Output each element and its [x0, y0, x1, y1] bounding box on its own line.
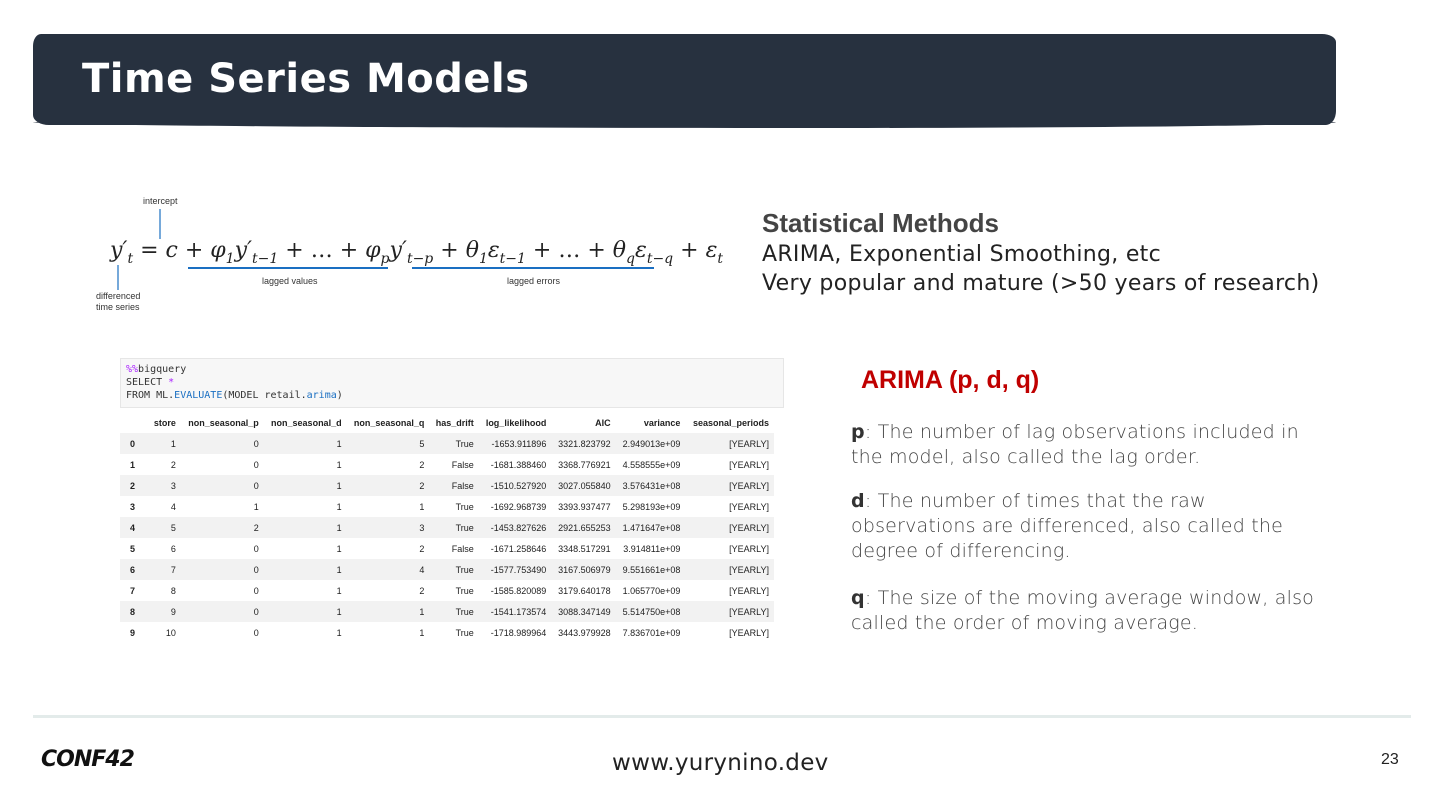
column-header: non_seasonal_d — [271, 417, 342, 428]
table-body — [120, 433, 774, 643]
time-series-label: time series — [96, 302, 140, 312]
table-cell: 5 — [148, 517, 181, 538]
table-cell: 1 — [419, 627, 425, 638]
table-cell: 0 — [181, 433, 264, 454]
table-cell: 2 — [419, 543, 425, 554]
table-cell: 3393.937477 — [558, 501, 611, 512]
column-header: variance — [643, 417, 681, 428]
param-q-description: q: The size of the moving average window, also called the order of moving average. — [851, 587, 1314, 634]
table-cell: 5 — [347, 433, 430, 454]
conf42-logo: CONF42 — [41, 747, 134, 772]
table-cell: 4 — [170, 501, 176, 512]
table-cell: 1 — [264, 433, 347, 454]
table-cell: [YEARLY] — [685, 601, 774, 622]
table-cell: [YEARLY] — [729, 543, 769, 554]
table-cell: 1.471647e+08 — [616, 517, 686, 538]
statistical-methods-line-1: ARIMA, Exponential Smoothing, etc — [762, 242, 1161, 267]
footer-url: www.yurynino.dev — [612, 750, 829, 776]
table-cell: 3443.979928 — [558, 627, 611, 638]
arima-formula — [90, 192, 724, 317]
table-cell: 0 — [253, 459, 259, 470]
arima-evaluation-table — [120, 412, 774, 643]
table-cell: [YEARLY] — [729, 585, 769, 596]
table-cell: 2 — [419, 585, 425, 596]
table-cell: 4 — [347, 559, 430, 580]
table-cell: 7 — [148, 559, 181, 580]
table-cell: True — [455, 501, 474, 512]
table-cell: [YEARLY] — [729, 459, 769, 470]
row-index: 2 — [120, 475, 148, 496]
column-header: has_drift — [435, 417, 474, 428]
table-cell: 1 — [264, 475, 347, 496]
table-cell: -1653.911896 — [479, 433, 552, 454]
code-line-1: %%bigquery — [126, 364, 187, 375]
table-cell: 1 — [347, 601, 430, 622]
table-cell: 1 — [264, 601, 347, 622]
table-cell: 4.558555e+09 — [622, 459, 681, 470]
table-cell: [YEARLY] — [729, 501, 769, 512]
table-cell: 3 — [347, 517, 430, 538]
table-cell: -1681.388460 — [490, 459, 547, 470]
lagged-errors-label: lagged errors — [507, 276, 561, 286]
code-line-2: SELECT * — [126, 377, 175, 388]
row-index: 8 — [120, 601, 148, 622]
table-row — [120, 496, 774, 517]
table-cell: 1 — [336, 543, 342, 554]
column-header: non_seasonal_q — [353, 417, 425, 428]
table-cell: 0 — [181, 601, 264, 622]
table-cell: 0 — [253, 543, 259, 554]
statistical-methods-line-2: Very popular and mature (>50 years of research) — [762, 271, 1320, 296]
table-cell: 3321.823792 — [551, 433, 615, 454]
slide-title: Time Series Models — [82, 56, 530, 102]
table-cell: True — [455, 627, 474, 638]
table-cell: 0 — [181, 475, 264, 496]
table-cell: 3027.055840 — [551, 475, 615, 496]
column-header — [120, 412, 148, 433]
table-cell: -1718.989964 — [490, 627, 547, 638]
table-cell: 1 — [336, 459, 342, 470]
table-cell: 1 — [336, 585, 342, 596]
table-cell: -1585.820089 — [490, 585, 547, 596]
table-row — [120, 454, 774, 475]
table-cell: 3167.506979 — [551, 559, 615, 580]
table-cell: 2921.655253 — [551, 517, 615, 538]
table-row — [120, 559, 774, 580]
table-cell: 5.298193e+09 — [622, 501, 681, 512]
table-cell: True — [429, 601, 478, 622]
formula-lhs: $y'_t = c + \varphi_1y'_{t-1}$ + … + $\varphi_py'_{t-p} + \theta_1\varepsilon_{t-1}$ + … + $\theta_q\varepsilon_{t-q} + \varepsilon_t$ — [110, 238, 724, 267]
table-cell: 2 — [170, 459, 176, 470]
column-header: store — [153, 417, 176, 428]
table-cell: 3179.640178 — [558, 585, 611, 596]
table-cell: 5.514750e+08 — [616, 601, 686, 622]
table-cell: 0 — [253, 627, 259, 638]
table-cell: 6 — [170, 543, 176, 554]
table-cell: 1 — [148, 433, 181, 454]
table-cell: 1 — [264, 559, 347, 580]
row-index: 7 — [130, 585, 136, 596]
table-cell: -1577.753490 — [479, 559, 552, 580]
row-index: 1 — [130, 459, 136, 470]
table-cell: 2 — [347, 475, 430, 496]
table-cell: [YEARLY] — [685, 559, 774, 580]
table-cell: 3 — [148, 475, 181, 496]
table-cell: 3348.517291 — [558, 543, 611, 554]
table-row — [120, 475, 774, 496]
table-row — [120, 433, 774, 454]
table-cell: True — [429, 559, 478, 580]
param-p-description: p: The number of lag observations included in the model, also called the lag order. — [851, 421, 1299, 468]
table-cell: 0 — [181, 559, 264, 580]
table-cell: 2 — [181, 517, 264, 538]
table-row — [120, 622, 774, 643]
arima-heading: ARIMA (p, d, q) — [861, 366, 1040, 394]
row-index: 0 — [120, 433, 148, 454]
footer-divider — [33, 715, 1411, 718]
row-index: 6 — [120, 559, 148, 580]
column-header: AIC — [595, 417, 611, 428]
table-cell: 7.836701e+09 — [622, 627, 681, 638]
table-cell: 1 — [419, 501, 425, 512]
table-cell: 8 — [170, 585, 176, 596]
row-index: 4 — [120, 517, 148, 538]
table-cell: 1 — [264, 517, 347, 538]
table-row — [120, 517, 774, 538]
table-cell: 3088.347149 — [551, 601, 615, 622]
table-cell: 1 — [336, 627, 342, 638]
table-cell: 10 — [165, 627, 176, 638]
page-number: 23 — [1381, 751, 1399, 768]
table-row — [120, 580, 774, 601]
table-header-row — [120, 412, 774, 433]
table-row — [120, 601, 774, 622]
row-index: 5 — [130, 543, 136, 554]
table-cell: 2 — [419, 459, 425, 470]
table-cell: False — [451, 459, 474, 470]
table-cell: 3.576431e+08 — [616, 475, 686, 496]
table-cell: 1 — [253, 501, 259, 512]
table-cell: 9.551661e+08 — [616, 559, 686, 580]
table-cell: -1671.258646 — [490, 543, 547, 554]
param-d-description: d: The number of times that the raw observations are differenced, also called the degree of differencing. — [851, 490, 1283, 562]
table-cell: -1541.173574 — [479, 601, 552, 622]
table-cell: -1510.527920 — [479, 475, 552, 496]
table-cell: 1.065770e+09 — [622, 585, 681, 596]
table-cell: True — [455, 585, 474, 596]
table-cell: False — [429, 475, 478, 496]
table-row — [120, 538, 774, 559]
statistical-methods-heading: Statistical Methods — [762, 208, 999, 238]
table-cell: -1692.968739 — [490, 501, 547, 512]
table-cell: [YEARLY] — [685, 433, 774, 454]
table-cell: 3.914811e+09 — [623, 543, 681, 554]
table-cell: False — [451, 543, 474, 554]
table-cell: 3368.776921 — [558, 459, 611, 470]
column-header: log_likelihood — [485, 417, 547, 428]
differenced-label: differenced — [96, 291, 141, 301]
table-cell: True — [429, 517, 478, 538]
table-cell: [YEARLY] — [729, 627, 769, 638]
table-cell: [YEARLY] — [685, 475, 774, 496]
table-cell: 1 — [336, 501, 342, 512]
table-cell: [YEARLY] — [685, 517, 774, 538]
table-cell: 0 — [253, 585, 259, 596]
code-line-3: FROM ML.EVALUATE(MODEL retail.arima) — [126, 390, 343, 401]
column-header: seasonal_periods — [692, 417, 769, 428]
column-header: non_seasonal_p — [188, 417, 259, 428]
table-cell: True — [429, 433, 478, 454]
row-index: 3 — [130, 501, 136, 512]
table-cell: 2.949013e+09 — [616, 433, 686, 454]
table-cell: -1453.827626 — [479, 517, 552, 538]
bigquery-code-cell — [120, 358, 784, 408]
lagged-values-label: lagged values — [262, 276, 318, 286]
intercept-label: intercept — [143, 196, 178, 206]
table-cell: 9 — [148, 601, 181, 622]
row-index: 9 — [130, 627, 136, 638]
